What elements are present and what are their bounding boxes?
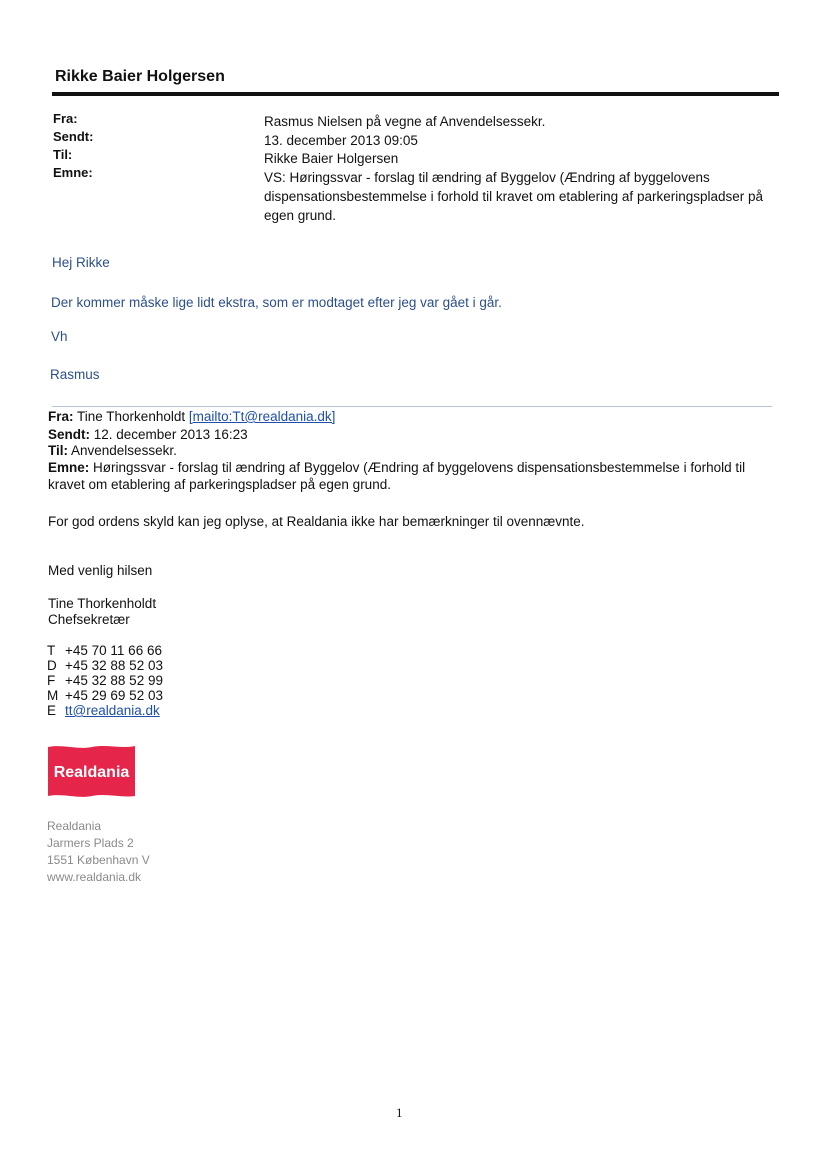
address-line: Realdania (47, 819, 102, 833)
fwd-subject-line: Høringssvar - forslag til ændring af Byggelov (Ændring af byggelovens dispensationsbestemmelse i forhold til (93, 460, 746, 475)
subject-value (264, 168, 784, 225)
owner-divider (52, 92, 779, 96)
sender-title: Chefsekretær (48, 612, 130, 627)
fwd-from-name: Tine Thorkenholdt (77, 409, 186, 424)
fwd-to-value: Anvendelsessekr. (71, 443, 177, 458)
contact-value: +45 32 88 52 99 (65, 673, 163, 688)
from-label: Fra: (53, 111, 78, 126)
greeting: Hej Rikke (52, 255, 110, 270)
contact-key: D (47, 658, 57, 673)
contact-key: E (47, 703, 57, 718)
fwd-subject-label: Emne: (48, 460, 90, 475)
contact-email (47, 703, 163, 718)
fwd-closing: Med venlig hilsen (48, 563, 153, 578)
message-closing: Vh (51, 329, 68, 344)
fwd-sent (48, 426, 778, 443)
contact-direct (47, 658, 163, 673)
fwd-body: For god ordens skyld kan jeg oplyse, at Realdania ikke har bemærkninger til ovennævnte. (48, 514, 585, 529)
message-body: Der kommer måske lige lidt ekstra, som er modtaget efter jeg var gået i går. (51, 295, 502, 310)
fwd-subject (48, 459, 778, 493)
subject-label: Emne: (53, 165, 93, 180)
address-block (47, 818, 150, 886)
address-line: Jarmers Plads 2 (47, 836, 134, 850)
fwd-from-label: Fra: (48, 409, 74, 424)
owner-name: Rikke Baier Holgersen (55, 68, 225, 85)
fwd-mailto-link[interactable]: [mailto:Tt@realdania.dk] (188, 409, 336, 424)
contact-mobile (47, 688, 163, 703)
logo-text: Realdania (53, 764, 130, 781)
contact-value: +45 29 69 52 03 (65, 688, 163, 703)
sent-value: 13. december 2013 09:05 (264, 133, 418, 148)
fwd-sent-value: 12. december 2013 16:23 (93, 427, 248, 442)
fwd-from (48, 408, 778, 425)
contact-key: M (47, 688, 59, 703)
contact-phone (47, 643, 163, 658)
message-signature: Rasmus (50, 367, 100, 382)
to-value: Rikke Baier Holgersen (264, 151, 399, 166)
website-link[interactable]: www.realdania.dk (47, 870, 142, 884)
contact-key: T (47, 643, 56, 658)
address-line: 1551 København V (47, 853, 150, 867)
sender-name: Tine Thorkenholdt (48, 596, 157, 611)
email-link[interactable]: tt@realdania.dk (65, 703, 160, 718)
subject-line: VS: Høringssvar - forslag til ændring af Byggelov (Ændring af byggelovens (264, 170, 710, 185)
contact-list (47, 643, 163, 718)
realdania-logo (48, 745, 135, 797)
fwd-to-label: Til: (48, 443, 68, 458)
fwd-sent-label: Sendt: (48, 427, 90, 442)
contact-key: F (47, 673, 56, 688)
contact-fax (47, 673, 163, 688)
to-label: Til: (53, 147, 73, 162)
sent-label: Sendt: (53, 129, 94, 144)
subject-line: egen grund. (264, 208, 337, 223)
subject-line: dispensationsbestemmelse i forhold til kravet om etablering af parkeringspladser på (264, 189, 764, 204)
contact-value: +45 70 11 66 66 (65, 643, 162, 658)
page-number: 1 (396, 1105, 403, 1120)
contact-value: +45 32 88 52 03 (65, 658, 163, 673)
from-value: Rasmus Nielsen på vegne af Anvendelsessekr. (264, 114, 546, 129)
fwd-to (48, 442, 778, 459)
fwd-subject-line: kravet om etablering af parkeringspladser på egen grund. (48, 477, 391, 492)
forward-separator (52, 406, 772, 407)
